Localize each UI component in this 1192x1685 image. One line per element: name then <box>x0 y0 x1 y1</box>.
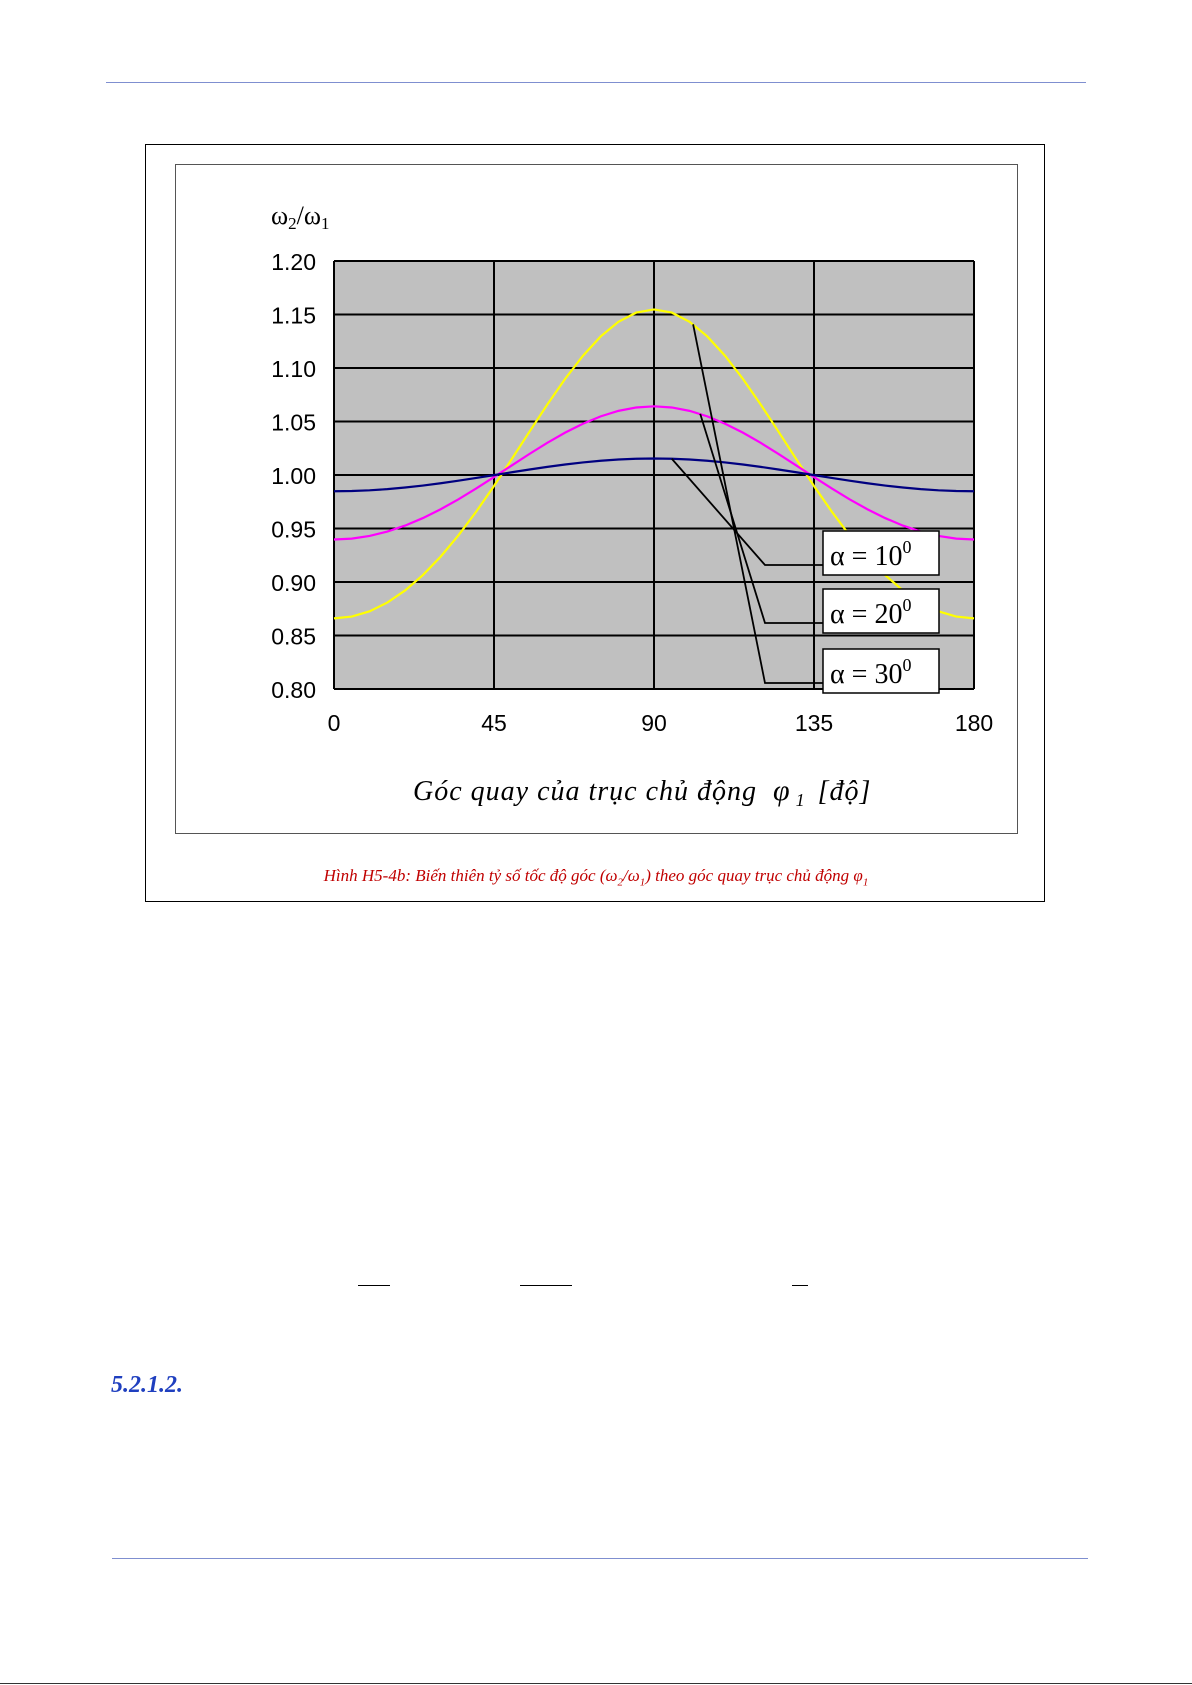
y-tick-label: 1.05 <box>271 409 316 436</box>
header-rule <box>106 82 1086 83</box>
formula-underline <box>520 1285 572 1286</box>
figure-caption: Hình H5-4b: Biến thiên tỷ số tốc độ góc $(\omega_2/\omega_1)$ theo góc quay trục chủ động $\varphi_1$ <box>323 866 869 889</box>
formula-underline <box>358 1285 390 1286</box>
legend-label: $\alpha = 10^0$ <box>830 537 912 572</box>
y-tick-label: 1.15 <box>271 302 316 329</box>
legend-label: $\alpha = 30^0$ <box>830 655 912 690</box>
y-tick-label: 0.90 <box>271 570 316 596</box>
y-tick-label: 1.10 <box>271 356 316 382</box>
footer-rule <box>112 1558 1088 1559</box>
x-tick-label: 0 <box>327 710 341 736</box>
x-tick-label: 90 <box>641 710 667 736</box>
y-tick-label: 1.20 <box>271 249 316 275</box>
page-bottom-rule <box>0 1683 1192 1684</box>
y-axis-label: ω2/ω1 <box>271 201 330 233</box>
y-tick-label: 0.85 <box>271 623 316 650</box>
x-tick-label: 135 <box>794 710 834 736</box>
x-axis-label: Góc quay của trục chủ động φ $_1$ [độ] <box>413 774 872 810</box>
section-number: 5.2.1.2. <box>111 1372 183 1398</box>
formula-underline <box>792 1285 808 1286</box>
x-tick-label: 45 <box>481 710 507 736</box>
y-tick-label: 0.95 <box>271 516 316 543</box>
legend-label: $\alpha = 20^0$ <box>830 595 912 630</box>
y-tick-label: 0.80 <box>271 677 316 703</box>
y-tick-label: 1.00 <box>271 463 316 489</box>
angular-velocity-ratio-chart <box>175 164 1018 834</box>
x-tick-label: 180 <box>954 710 994 736</box>
